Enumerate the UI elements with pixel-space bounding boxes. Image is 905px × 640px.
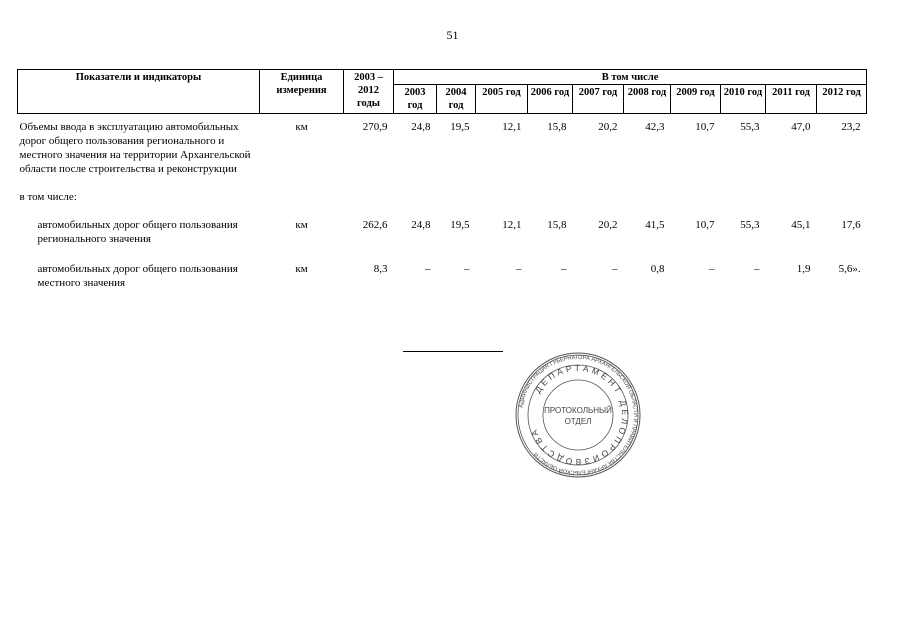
header-year: 2005 год: [476, 85, 528, 114]
row-value: –: [516, 263, 522, 275]
row-value: 47,0: [791, 121, 811, 133]
row-unit: км: [295, 219, 308, 231]
row-value: 55,3: [740, 121, 760, 133]
stamp-center-line2: ОТДЕЛ: [564, 417, 592, 426]
row-unit: км: [295, 121, 308, 133]
header-indicators: Показатели и индикаторы: [18, 70, 260, 114]
row-value: 20,2: [598, 219, 618, 231]
protocol-department-stamp: [513, 350, 643, 480]
table-row: [18, 114, 867, 187]
header-year: 2010 год: [721, 85, 766, 114]
row-total: 270,9: [362, 121, 388, 133]
header-year: 2007 год: [573, 85, 624, 114]
header-year: 2009 год: [671, 85, 721, 114]
row-value: 42,3: [645, 121, 665, 133]
row-total: 8,3: [373, 263, 388, 275]
row-value: 19,5: [450, 121, 470, 133]
row-value: 10,7: [695, 219, 715, 231]
header-unit: Единица измерения: [260, 70, 344, 114]
table-row: [18, 254, 867, 290]
row-value: –: [709, 263, 715, 275]
header-year: 2011 год: [766, 85, 817, 114]
row-value: –: [754, 263, 760, 275]
header-year: 2008 год: [624, 85, 671, 114]
row-value: 1,9: [796, 263, 811, 275]
row-value: –: [612, 263, 618, 275]
table-row: [18, 186, 867, 212]
row-value: 15,8: [547, 219, 567, 231]
row-label: в том числе:: [19, 191, 77, 203]
row-value: 41,5: [645, 219, 665, 231]
row-value: –: [561, 263, 567, 275]
row-value: 45,1: [791, 219, 811, 231]
row-value: 0,8: [650, 263, 665, 275]
row-value: 5,6».: [838, 263, 861, 275]
table-row: [18, 212, 867, 254]
row-value: 55,3: [740, 219, 760, 231]
header-year: 2003 год: [394, 85, 437, 114]
row-value: –: [464, 263, 470, 275]
row-total: 262,6: [362, 219, 388, 231]
indicators-table: [17, 69, 867, 290]
header-including: В том числе: [394, 70, 867, 85]
header-year: 2006 год: [528, 85, 573, 114]
row-value: 24,8: [411, 121, 431, 133]
row-value: 20,2: [598, 121, 618, 133]
row-value: 12,1: [502, 219, 522, 231]
row-value: 23,2: [841, 121, 861, 133]
header-total: 2003 – 2012 годы: [344, 70, 394, 114]
row-label: автомобильных дорог общего пользования регионального значения: [37, 219, 238, 245]
stamp-inner-text: ДЕПАРТАМЕНТ ДЕЛОПРОИЗВОДСТВА: [527, 362, 631, 468]
row-unit: км: [295, 263, 308, 275]
row-value: 17,6: [841, 219, 861, 231]
row-value: 15,8: [547, 121, 567, 133]
stamp-center-line1: ПРОТОКОЛЬНЫЙ: [544, 406, 612, 415]
header-year: 2012 год: [817, 85, 867, 114]
row-value: –: [425, 263, 431, 275]
row-label: Объемы ввода в эксплуатацию автомобильных дорог общего пользования регионального и местного значения на территории Архангельской области после строительства и реконструкции: [19, 121, 251, 175]
separator-line: [403, 351, 503, 352]
row-value: 24,8: [411, 219, 431, 231]
row-value: 12,1: [502, 121, 522, 133]
header-year: 2004 год: [437, 85, 476, 114]
page-number: 51: [446, 28, 459, 42]
row-value: 10,7: [695, 121, 715, 133]
stamp-outer-text: АДМИНИСТРАЦИЯ ГУБЕРНАТОРА АРХАНГЕЛЬСКОЙ ОБЛАСТИ И ПРАВИТЕЛЬСТВА АРХАНГЕЛЬСКОЙ ОБЛАСТИ: [518, 354, 639, 476]
row-label: автомобильных дорог общего пользования местного значения: [37, 263, 238, 289]
row-value: 19,5: [450, 219, 470, 231]
